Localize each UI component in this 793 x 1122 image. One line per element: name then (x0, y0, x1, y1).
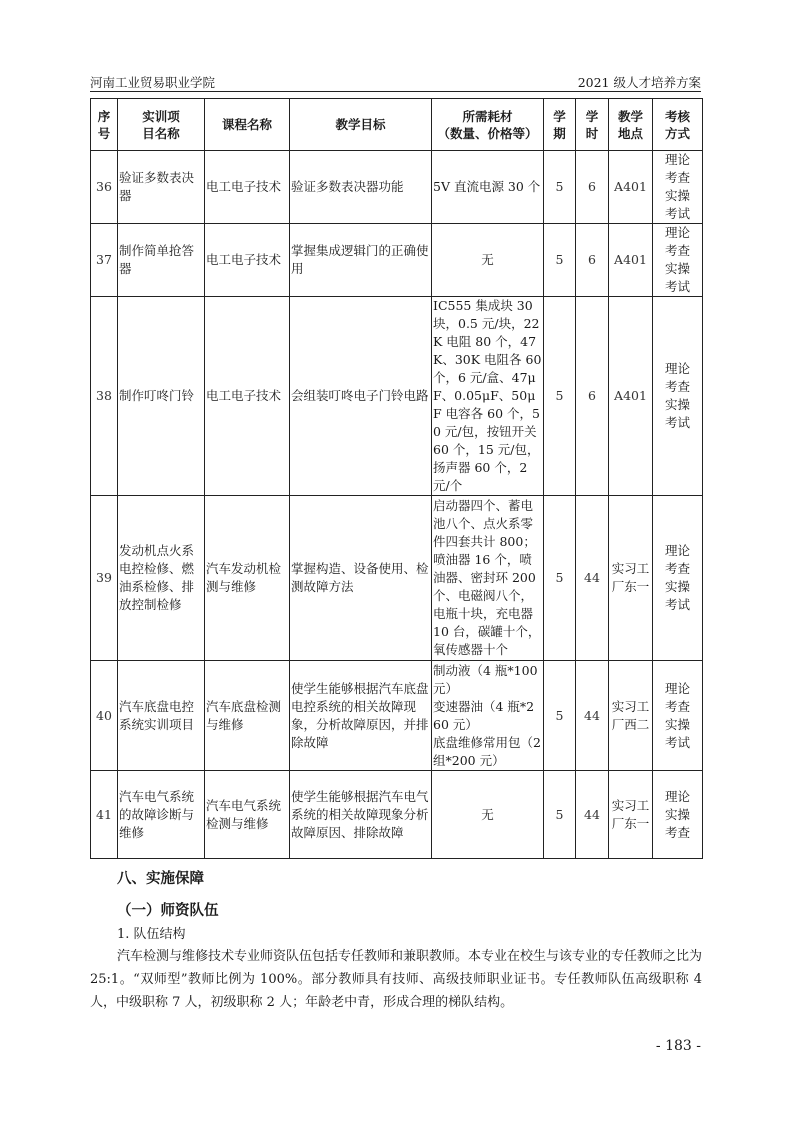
section-heading-implementation: 八、实施保障 (117, 871, 204, 887)
cell-goal: 掌握构造、设备使用、检测故障方法 (290, 496, 432, 661)
cell-project: 验证多数表决器 (118, 151, 205, 224)
faculty-paragraph: 汽车检测与维修技术专业师资队伍包括专任教师和兼职教师。本专业在校生与该专业的专任教师之比为 25:1。“双师型”教师比例为 100%。部分教师具有技师、高级技师职业证书。专任教师队伍高级职称 4 人，中级职称 7 人，初级职称 2 人；年龄老中青，形成合理的梯队结构。 (90, 949, 703, 1010)
cell-idx: 40 (91, 661, 118, 771)
cell-course: 电工电子技术 (205, 224, 290, 297)
cell-assess: 理论 考查 实操 考试 (653, 661, 703, 771)
col-header-term: 学 期 (544, 99, 576, 151)
cell-idx: 36 (91, 151, 118, 224)
cell-hours: 6 (576, 297, 609, 496)
cell-project: 汽车底盘电控系统实训项目 (118, 661, 205, 771)
header-doc-title: 2021 级人才培养方案 (577, 75, 701, 90)
cell-place: 实习工厂东一 (609, 771, 653, 859)
table-header-row (91, 99, 703, 151)
cell-goal: 会组装叮咚电子门铃电路 (290, 297, 432, 496)
cell-assess: 理论 考查 实操 考试 (653, 297, 703, 496)
cell-project: 发动机点火系电控检修、燃油系检修、排放控制检修 (118, 496, 205, 661)
page-number: - 183 - (655, 1038, 701, 1054)
table-row (91, 297, 703, 496)
cell-materials: 启动器四个、蓄电池八个、点火系零件四套共计 800；喷油器 16 个，喷油器、密封环 200 个、电磁阀八个，电瓶十块，充电器 10 台，碳罐十个，氧传感器十个 (432, 496, 544, 661)
col-header-course: 课程名称 (205, 99, 290, 151)
col-header-place: 教学 地点 (609, 99, 653, 151)
cell-materials: 无 (432, 224, 544, 297)
cell-assess: 理论 实操 考查 (653, 771, 703, 859)
cell-hours: 44 (576, 496, 609, 661)
cell-goal: 使学生能够根据汽车电气系统的相关故障现象分析故障原因、排除故障 (290, 771, 432, 859)
cell-assess: 理论 考查 实操 考试 (653, 224, 703, 297)
cell-idx: 37 (91, 224, 118, 297)
cell-term: 5 (544, 297, 576, 496)
col-header-project: 实训项 目名称 (118, 99, 205, 151)
cell-term: 5 (544, 661, 576, 771)
cell-project: 制作简单抢答器 (118, 224, 205, 297)
section-heading-faculty: （一）师资队伍 (117, 903, 219, 919)
cell-goal: 使学生能够根据汽车底盘电控系统的相关故障现象，分析故障原因，并排除故障 (290, 661, 432, 771)
cell-assess: 理论 考查 实操 考试 (653, 151, 703, 224)
cell-materials: 无 (432, 771, 544, 859)
cell-course: 汽车底盘检测与维修 (205, 661, 290, 771)
cell-goal: 验证多数表决器功能 (290, 151, 432, 224)
cell-term: 5 (544, 151, 576, 224)
table-row (91, 151, 703, 224)
cell-course: 汽车发动机检测与维修 (205, 496, 290, 661)
cell-goal: 掌握集成逻辑门的正确使用 (290, 224, 432, 297)
cell-hours: 44 (576, 771, 609, 859)
cell-term: 5 (544, 224, 576, 297)
table-row (91, 224, 703, 297)
cell-place: 实习工厂西二 (609, 661, 653, 771)
table-row (91, 771, 703, 859)
col-header-idx: 序 号 (91, 99, 118, 151)
col-header-assess: 考核 方式 (653, 99, 703, 151)
cell-hours: 44 (576, 661, 609, 771)
cell-place: A401 (609, 151, 653, 224)
cell-idx: 39 (91, 496, 118, 661)
col-header-goal: 教学目标 (290, 99, 432, 151)
col-header-materials: 所需耗材 （数量、价格等） (432, 99, 544, 151)
subsection-heading-structure: 1. 队伍结构 (117, 927, 186, 942)
cell-materials: 制动液（4 瓶*100 元） 变速器油（4 瓶*260 元） 底盘维修常用包（2 组*200 元） (432, 661, 544, 771)
cell-hours: 6 (576, 151, 609, 224)
cell-place: A401 (609, 224, 653, 297)
header-rule (90, 91, 701, 92)
cell-materials: IC555 集成块 30 块，0.5 元/块，22K 电阻 80 个，47K、30K 电阻各 60 个，6 元/盒、47μF、0.05μF、50μF 电容各 60 个，50 元/包，按钮开关 60 个，15 元/包，扬声器 60 个，2 元/个 (432, 297, 544, 496)
cell-hours: 6 (576, 224, 609, 297)
cell-course: 电工电子技术 (205, 151, 290, 224)
cell-idx: 38 (91, 297, 118, 496)
cell-place: A401 (609, 297, 653, 496)
col-header-hours: 学 时 (576, 99, 609, 151)
training-table (90, 98, 703, 859)
cell-project: 汽车电气系统的故障诊断与维修 (118, 771, 205, 859)
table-row (91, 661, 703, 771)
cell-term: 5 (544, 496, 576, 661)
cell-course: 电工电子技术 (205, 297, 290, 496)
cell-place: 实习工厂东一 (609, 496, 653, 661)
header-school-name: 河南工业贸易职业学院 (90, 75, 216, 90)
cell-materials: 5V 直流电源 30 个 (432, 151, 544, 224)
table-row (91, 496, 703, 661)
cell-idx: 41 (91, 771, 118, 859)
cell-project: 制作叮咚门铃 (118, 297, 205, 496)
cell-term: 5 (544, 771, 576, 859)
cell-course: 汽车电气系统检测与维修 (205, 771, 290, 859)
cell-assess: 理论 考查 实操 考试 (653, 496, 703, 661)
